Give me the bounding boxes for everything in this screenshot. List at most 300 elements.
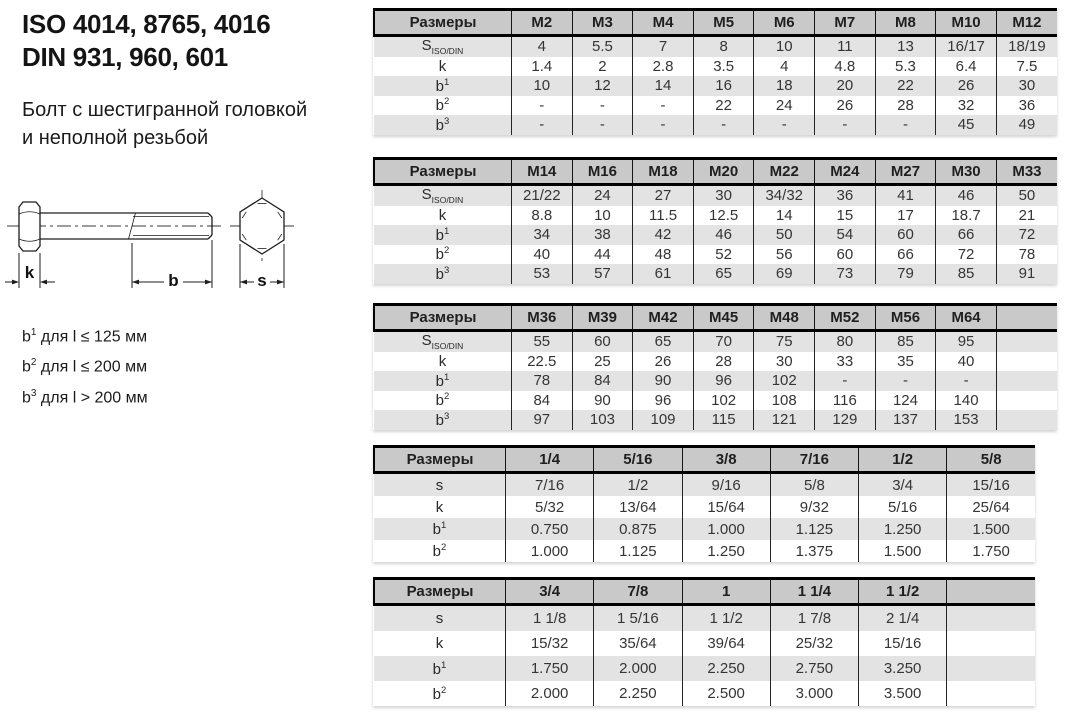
- value-cell: 50: [754, 225, 815, 245]
- value-cell: 140: [936, 391, 997, 411]
- row-label: $b^2$: [432, 542, 447, 560]
- value-cell: 4.8: [815, 57, 876, 77]
- table-row: [374, 206, 1057, 226]
- size-column-header: M42: [633, 305, 694, 331]
- value-cell: [947, 656, 1035, 681]
- table-row: [374, 264, 1057, 284]
- value-cell: 12.5: [693, 206, 754, 226]
- value-cell: 124: [875, 391, 936, 411]
- value-cell: 1 1/2: [682, 605, 770, 632]
- page-title-iso: ISO 4014, 8765, 4016: [22, 9, 271, 39]
- dim-label-s: s: [257, 271, 267, 290]
- table-row: [374, 631, 1035, 656]
- value-cell: 5.5: [572, 36, 633, 57]
- value-cell: 27: [633, 185, 694, 206]
- row-label: $S_{ISO/DIN}$: [374, 331, 512, 352]
- value-cell: 60: [815, 245, 876, 265]
- value-cell: 38: [572, 225, 633, 245]
- value-cell: [996, 410, 1057, 430]
- row-label: k: [438, 57, 447, 75]
- value-cell: [996, 331, 1057, 352]
- value-cell: 2.000: [506, 681, 594, 706]
- size-column-header: 1 1/4: [770, 579, 858, 605]
- value-cell: 22: [693, 96, 754, 116]
- value-cell: 72: [936, 245, 997, 265]
- table-metric-m14-m33: [373, 157, 1057, 284]
- value-cell: 153: [936, 410, 997, 430]
- value-cell: 60: [572, 331, 633, 352]
- row-label: s: [374, 605, 506, 632]
- footnote-b2: $b^2$ для l ≤ 200 мм: [22, 357, 148, 376]
- size-column-header: M24: [815, 159, 876, 185]
- value-cell: 52: [693, 245, 754, 265]
- value-cell: -: [875, 371, 936, 391]
- size-column-header: 5/8: [947, 447, 1035, 473]
- value-cell: 2.750: [770, 656, 858, 681]
- row-label: $S_{ISO/DIN}$: [374, 36, 512, 57]
- size-column-header: M20: [693, 159, 754, 185]
- value-cell: -: [633, 96, 694, 116]
- value-cell: 65: [693, 264, 754, 284]
- row-label-header: Размеры: [374, 579, 506, 605]
- value-cell: 25: [572, 352, 633, 372]
- value-cell: 40: [936, 352, 997, 372]
- table-header-row: [374, 579, 1035, 605]
- value-cell: 116: [815, 391, 876, 411]
- value-cell: 109: [633, 410, 694, 430]
- value-cell: 3.250: [859, 656, 947, 681]
- row-label: s: [374, 473, 506, 497]
- value-cell: 1.375: [770, 540, 858, 562]
- value-cell: 36: [996, 96, 1057, 116]
- value-cell: 30: [996, 76, 1057, 96]
- value-cell: 18.7: [936, 206, 997, 226]
- value-cell: -: [572, 96, 633, 116]
- table-row: [374, 473, 1035, 497]
- size-column-header: 1/4: [506, 447, 594, 473]
- size-column-header: M48: [754, 305, 815, 331]
- size-column-header: M27: [875, 159, 936, 185]
- row-label: $b^1$: [374, 371, 512, 391]
- value-cell: 66: [936, 225, 997, 245]
- value-cell: 137: [875, 410, 936, 430]
- value-cell: 40: [512, 245, 573, 265]
- dimension-b: [132, 240, 212, 290]
- value-cell: 7.5: [996, 57, 1057, 77]
- value-cell: 53: [512, 264, 573, 284]
- size-column-header: M8: [875, 10, 936, 36]
- value-cell: 15: [815, 206, 876, 226]
- bolt-technical-drawing: [2, 183, 312, 323]
- value-cell: 15/32: [506, 631, 594, 656]
- page-title-din: DIN 931, 960, 601: [22, 42, 228, 72]
- value-cell: 2.500: [682, 681, 770, 706]
- size-column-header: M2: [512, 10, 573, 36]
- table-row: [374, 518, 1035, 540]
- value-cell: 21: [996, 206, 1057, 226]
- title-block: [22, 8, 270, 74]
- row-label: k: [435, 635, 444, 652]
- value-cell: 72: [996, 225, 1057, 245]
- value-cell: -: [815, 371, 876, 391]
- value-cell: 80: [815, 331, 876, 352]
- value-cell: 24: [572, 185, 633, 206]
- table-row: [374, 496, 1035, 518]
- size-column-header: M4: [633, 10, 694, 36]
- table-imperial-large: [373, 577, 1035, 706]
- size-column-header: 1/2: [859, 447, 947, 473]
- value-cell: 20: [815, 76, 876, 96]
- table-header-row: [374, 10, 1057, 36]
- value-cell: 25/32: [770, 631, 858, 656]
- value-cell: 65: [633, 331, 694, 352]
- value-cell: 41: [875, 185, 936, 206]
- value-cell: -: [633, 115, 694, 135]
- value-cell: 1.750: [947, 540, 1035, 562]
- value-cell: 57: [572, 264, 633, 284]
- value-cell: 15/64: [682, 496, 770, 518]
- row-label: $b^1$: [374, 518, 506, 540]
- value-cell: 17: [875, 206, 936, 226]
- value-cell: 46: [936, 185, 997, 206]
- row-label: k: [438, 352, 447, 370]
- value-cell: 28: [875, 96, 936, 116]
- value-cell: -: [936, 371, 997, 391]
- value-cell: 2.8: [633, 57, 694, 77]
- value-cell: 2: [572, 57, 633, 77]
- value-cell: 102: [754, 371, 815, 391]
- value-cell: -: [572, 115, 633, 135]
- subtitle-line-1: Болт с шестигранной головкой: [22, 99, 308, 121]
- row-label: $S_{ISO/DIN}$: [374, 185, 512, 206]
- value-cell: 4: [754, 57, 815, 77]
- size-column-header: M52: [815, 305, 876, 331]
- value-cell: 28: [693, 352, 754, 372]
- size-column-header: M39: [572, 305, 633, 331]
- table-row: [374, 681, 1035, 706]
- table-row: [374, 245, 1057, 265]
- value-cell: 9/32: [770, 496, 858, 518]
- value-cell: 22: [875, 76, 936, 96]
- value-cell: [947, 631, 1035, 656]
- value-cell: 10: [754, 36, 815, 57]
- value-cell: -: [815, 115, 876, 135]
- value-cell: 91: [996, 264, 1057, 284]
- value-cell: [947, 605, 1035, 632]
- value-cell: 1 5/16: [594, 605, 682, 632]
- value-cell: 13/64: [594, 496, 682, 518]
- value-cell: 25/64: [947, 496, 1035, 518]
- table-header-row: [374, 305, 1057, 331]
- footnote-b1: $b^1$ для l ≤ 125 мм: [22, 327, 148, 346]
- row-label: k: [435, 498, 444, 516]
- table-row: [374, 352, 1057, 372]
- table-row: [374, 410, 1057, 430]
- value-cell: 3.500: [859, 681, 947, 706]
- value-cell: 8.8: [512, 206, 573, 226]
- value-cell: 49: [996, 115, 1057, 135]
- row-label: $b^1$: [374, 225, 512, 245]
- value-cell: 50: [996, 185, 1057, 206]
- size-column-header: M33: [996, 159, 1057, 185]
- footnotes: [22, 320, 148, 411]
- value-cell: [996, 391, 1057, 411]
- value-cell: 4: [512, 36, 573, 57]
- value-cell: 24: [754, 96, 815, 116]
- value-cell: 78: [996, 245, 1057, 265]
- table-row: [374, 115, 1057, 135]
- value-cell: 26: [936, 76, 997, 96]
- value-cell: 56: [754, 245, 815, 265]
- value-cell: 5.3: [875, 57, 936, 77]
- table-row: [374, 96, 1057, 116]
- size-column-header: M7: [815, 10, 876, 36]
- value-cell: 34/32: [754, 185, 815, 206]
- value-cell: 42: [633, 225, 694, 245]
- size-column-header: M56: [875, 305, 936, 331]
- row-label: $b^1$: [374, 76, 512, 96]
- value-cell: 44: [572, 245, 633, 265]
- table-header-row: [374, 447, 1035, 473]
- row-label: $b^1$: [374, 656, 506, 681]
- value-cell: 2.000: [594, 656, 682, 681]
- value-cell: 3/4: [859, 473, 947, 497]
- value-cell: 73: [815, 264, 876, 284]
- value-cell: 75: [754, 331, 815, 352]
- value-cell: 9/16: [682, 473, 770, 497]
- table-row: [374, 371, 1057, 391]
- value-cell: 16: [693, 76, 754, 96]
- row-label: $b^3$: [374, 410, 512, 430]
- value-cell: [996, 352, 1057, 372]
- size-column-header: M64: [936, 305, 997, 331]
- table-row: [374, 656, 1035, 681]
- value-cell: 66: [875, 245, 936, 265]
- value-cell: 48: [633, 245, 694, 265]
- table-row: [374, 225, 1057, 245]
- value-cell: 78: [512, 371, 573, 391]
- size-column-header: 5/16: [594, 447, 682, 473]
- value-cell: 95: [936, 331, 997, 352]
- size-column-header: M36: [512, 305, 573, 331]
- value-cell: 115: [693, 410, 754, 430]
- value-cell: 60: [875, 225, 936, 245]
- value-cell: 2.250: [594, 681, 682, 706]
- value-cell: 18: [754, 76, 815, 96]
- size-column-header: 1: [682, 579, 770, 605]
- size-column-header: M16: [572, 159, 633, 185]
- value-cell: 1.750: [506, 656, 594, 681]
- value-cell: 70: [693, 331, 754, 352]
- value-cell: 5/16: [859, 496, 947, 518]
- value-cell: 1.500: [947, 518, 1035, 540]
- value-cell: 2.250: [682, 656, 770, 681]
- table-metric-m36-m64: [373, 303, 1057, 430]
- table-row: [374, 185, 1057, 206]
- value-cell: 34: [512, 225, 573, 245]
- size-column-header: M5: [693, 10, 754, 36]
- value-cell: 3.000: [770, 681, 858, 706]
- value-cell: 1.500: [859, 540, 947, 562]
- value-cell: 55: [512, 331, 573, 352]
- value-cell: 7: [633, 36, 694, 57]
- value-cell: 15/16: [859, 631, 947, 656]
- row-label: $b^2$: [432, 684, 447, 703]
- value-cell: 7/16: [506, 473, 594, 497]
- row-label: $b^2$: [435, 245, 450, 264]
- row-label-header: Размеры: [374, 305, 512, 331]
- value-cell: 8: [693, 36, 754, 57]
- value-cell: 1 7/8: [770, 605, 858, 632]
- size-column-header: 1 1/2: [859, 579, 947, 605]
- row-label: $b^3$: [374, 264, 512, 284]
- value-cell: 35: [875, 352, 936, 372]
- value-cell: 18/19: [996, 36, 1057, 57]
- value-cell: 2 1/4: [859, 605, 947, 632]
- value-cell: 54: [815, 225, 876, 245]
- size-column-header: M6: [754, 10, 815, 36]
- value-cell: 108: [754, 391, 815, 411]
- row-label-header: Размеры: [374, 10, 512, 36]
- size-column-header: M22: [754, 159, 815, 185]
- table-row: [374, 605, 1035, 632]
- value-cell: 26: [633, 352, 694, 372]
- value-cell: 1.4: [512, 57, 573, 77]
- value-cell: 11.5: [633, 206, 694, 226]
- size-column-header: [996, 305, 1057, 331]
- table-metric-m2-m12: [373, 8, 1057, 135]
- value-cell: 85: [936, 264, 997, 284]
- value-cell: 121: [754, 410, 815, 430]
- hex-outline: [240, 198, 284, 254]
- value-cell: 1.000: [682, 518, 770, 540]
- value-cell: 1.000: [506, 540, 594, 562]
- value-cell: 45: [936, 115, 997, 135]
- value-cell: 79: [875, 264, 936, 284]
- subtitle-line-2: и неполной резьбой: [22, 127, 209, 149]
- footnote-b3: $b^3$ для l > 200 мм: [22, 387, 148, 406]
- value-cell: -: [875, 115, 936, 135]
- value-cell: 30: [693, 185, 754, 206]
- value-cell: 15/16: [947, 473, 1035, 497]
- value-cell: 11: [815, 36, 876, 57]
- dim-label-b: b: [168, 271, 179, 290]
- value-cell: 26: [815, 96, 876, 116]
- table-row: [374, 57, 1057, 77]
- value-cell: 10: [512, 76, 573, 96]
- value-cell: 12: [572, 76, 633, 96]
- dimension-k: [5, 253, 55, 288]
- size-column-header: M3: [572, 10, 633, 36]
- value-cell: 10: [572, 206, 633, 226]
- value-cell: 69: [754, 264, 815, 284]
- size-column-header: 7/16: [770, 447, 858, 473]
- value-cell: 1.250: [859, 518, 947, 540]
- value-cell: 84: [572, 371, 633, 391]
- value-cell: 90: [633, 371, 694, 391]
- subtitle-block: [22, 96, 307, 152]
- size-column-header: 3/8: [682, 447, 770, 473]
- value-cell: 22.5: [512, 352, 573, 372]
- value-cell: 1.125: [594, 540, 682, 562]
- table-imperial-small: [373, 445, 1035, 562]
- row-label: $b^2$: [435, 391, 450, 410]
- row-label-header: Размеры: [374, 159, 512, 185]
- value-cell: 36: [815, 185, 876, 206]
- value-cell: 32: [936, 96, 997, 116]
- value-cell: -: [754, 115, 815, 135]
- value-cell: 35/64: [594, 631, 682, 656]
- value-cell: 1/2: [594, 473, 682, 497]
- value-cell: -: [512, 96, 573, 116]
- value-cell: 129: [815, 410, 876, 430]
- row-label: k: [438, 206, 447, 224]
- value-cell: 97: [512, 410, 573, 430]
- value-cell: 30: [754, 352, 815, 372]
- table-row: [374, 36, 1057, 57]
- dim-label-k: k: [24, 263, 35, 282]
- size-column-header: M18: [633, 159, 694, 185]
- table-row: [374, 540, 1035, 562]
- value-cell: [996, 371, 1057, 391]
- value-cell: 46: [693, 225, 754, 245]
- size-column-header: M30: [936, 159, 997, 185]
- value-cell: 96: [633, 391, 694, 411]
- value-cell: -: [512, 115, 573, 135]
- value-cell: 13: [875, 36, 936, 57]
- value-cell: 84: [512, 391, 573, 411]
- value-cell: 102: [693, 391, 754, 411]
- value-cell: 5/8: [770, 473, 858, 497]
- value-cell: 1.125: [770, 518, 858, 540]
- value-cell: [947, 681, 1035, 706]
- value-cell: 6.4: [936, 57, 997, 77]
- row-label: $b^3$: [374, 115, 512, 135]
- value-cell: 3.5: [693, 57, 754, 77]
- size-column-header: M10: [936, 10, 997, 36]
- value-cell: 0.875: [594, 518, 682, 540]
- table-header-row: [374, 159, 1057, 185]
- size-column-header: M14: [512, 159, 573, 185]
- bolt-head-side: [19, 202, 40, 251]
- value-cell: 96: [693, 371, 754, 391]
- value-cell: 16/17: [936, 36, 997, 57]
- value-cell: 1.250: [682, 540, 770, 562]
- value-cell: 1 1/8: [506, 605, 594, 632]
- value-cell: 90: [572, 391, 633, 411]
- row-label: $b^2$: [435, 96, 450, 115]
- table-row: [374, 331, 1057, 352]
- size-column-header: M45: [693, 305, 754, 331]
- value-cell: -: [693, 115, 754, 135]
- value-cell: 14: [754, 206, 815, 226]
- value-cell: 0.750: [506, 518, 594, 540]
- value-cell: 14: [633, 76, 694, 96]
- size-column-header: 3/4: [506, 579, 594, 605]
- size-column-header: 7/8: [594, 579, 682, 605]
- size-column-header: [947, 579, 1035, 605]
- size-column-header: M12: [996, 10, 1057, 36]
- value-cell: 103: [572, 410, 633, 430]
- value-cell: 61: [633, 264, 694, 284]
- value-cell: 5/32: [506, 496, 594, 518]
- row-label-header: Размеры: [374, 447, 506, 473]
- value-cell: 33: [815, 352, 876, 372]
- table-row: [374, 391, 1057, 411]
- value-cell: 39/64: [682, 631, 770, 656]
- value-cell: 21/22: [512, 185, 573, 206]
- table-row: [374, 76, 1057, 96]
